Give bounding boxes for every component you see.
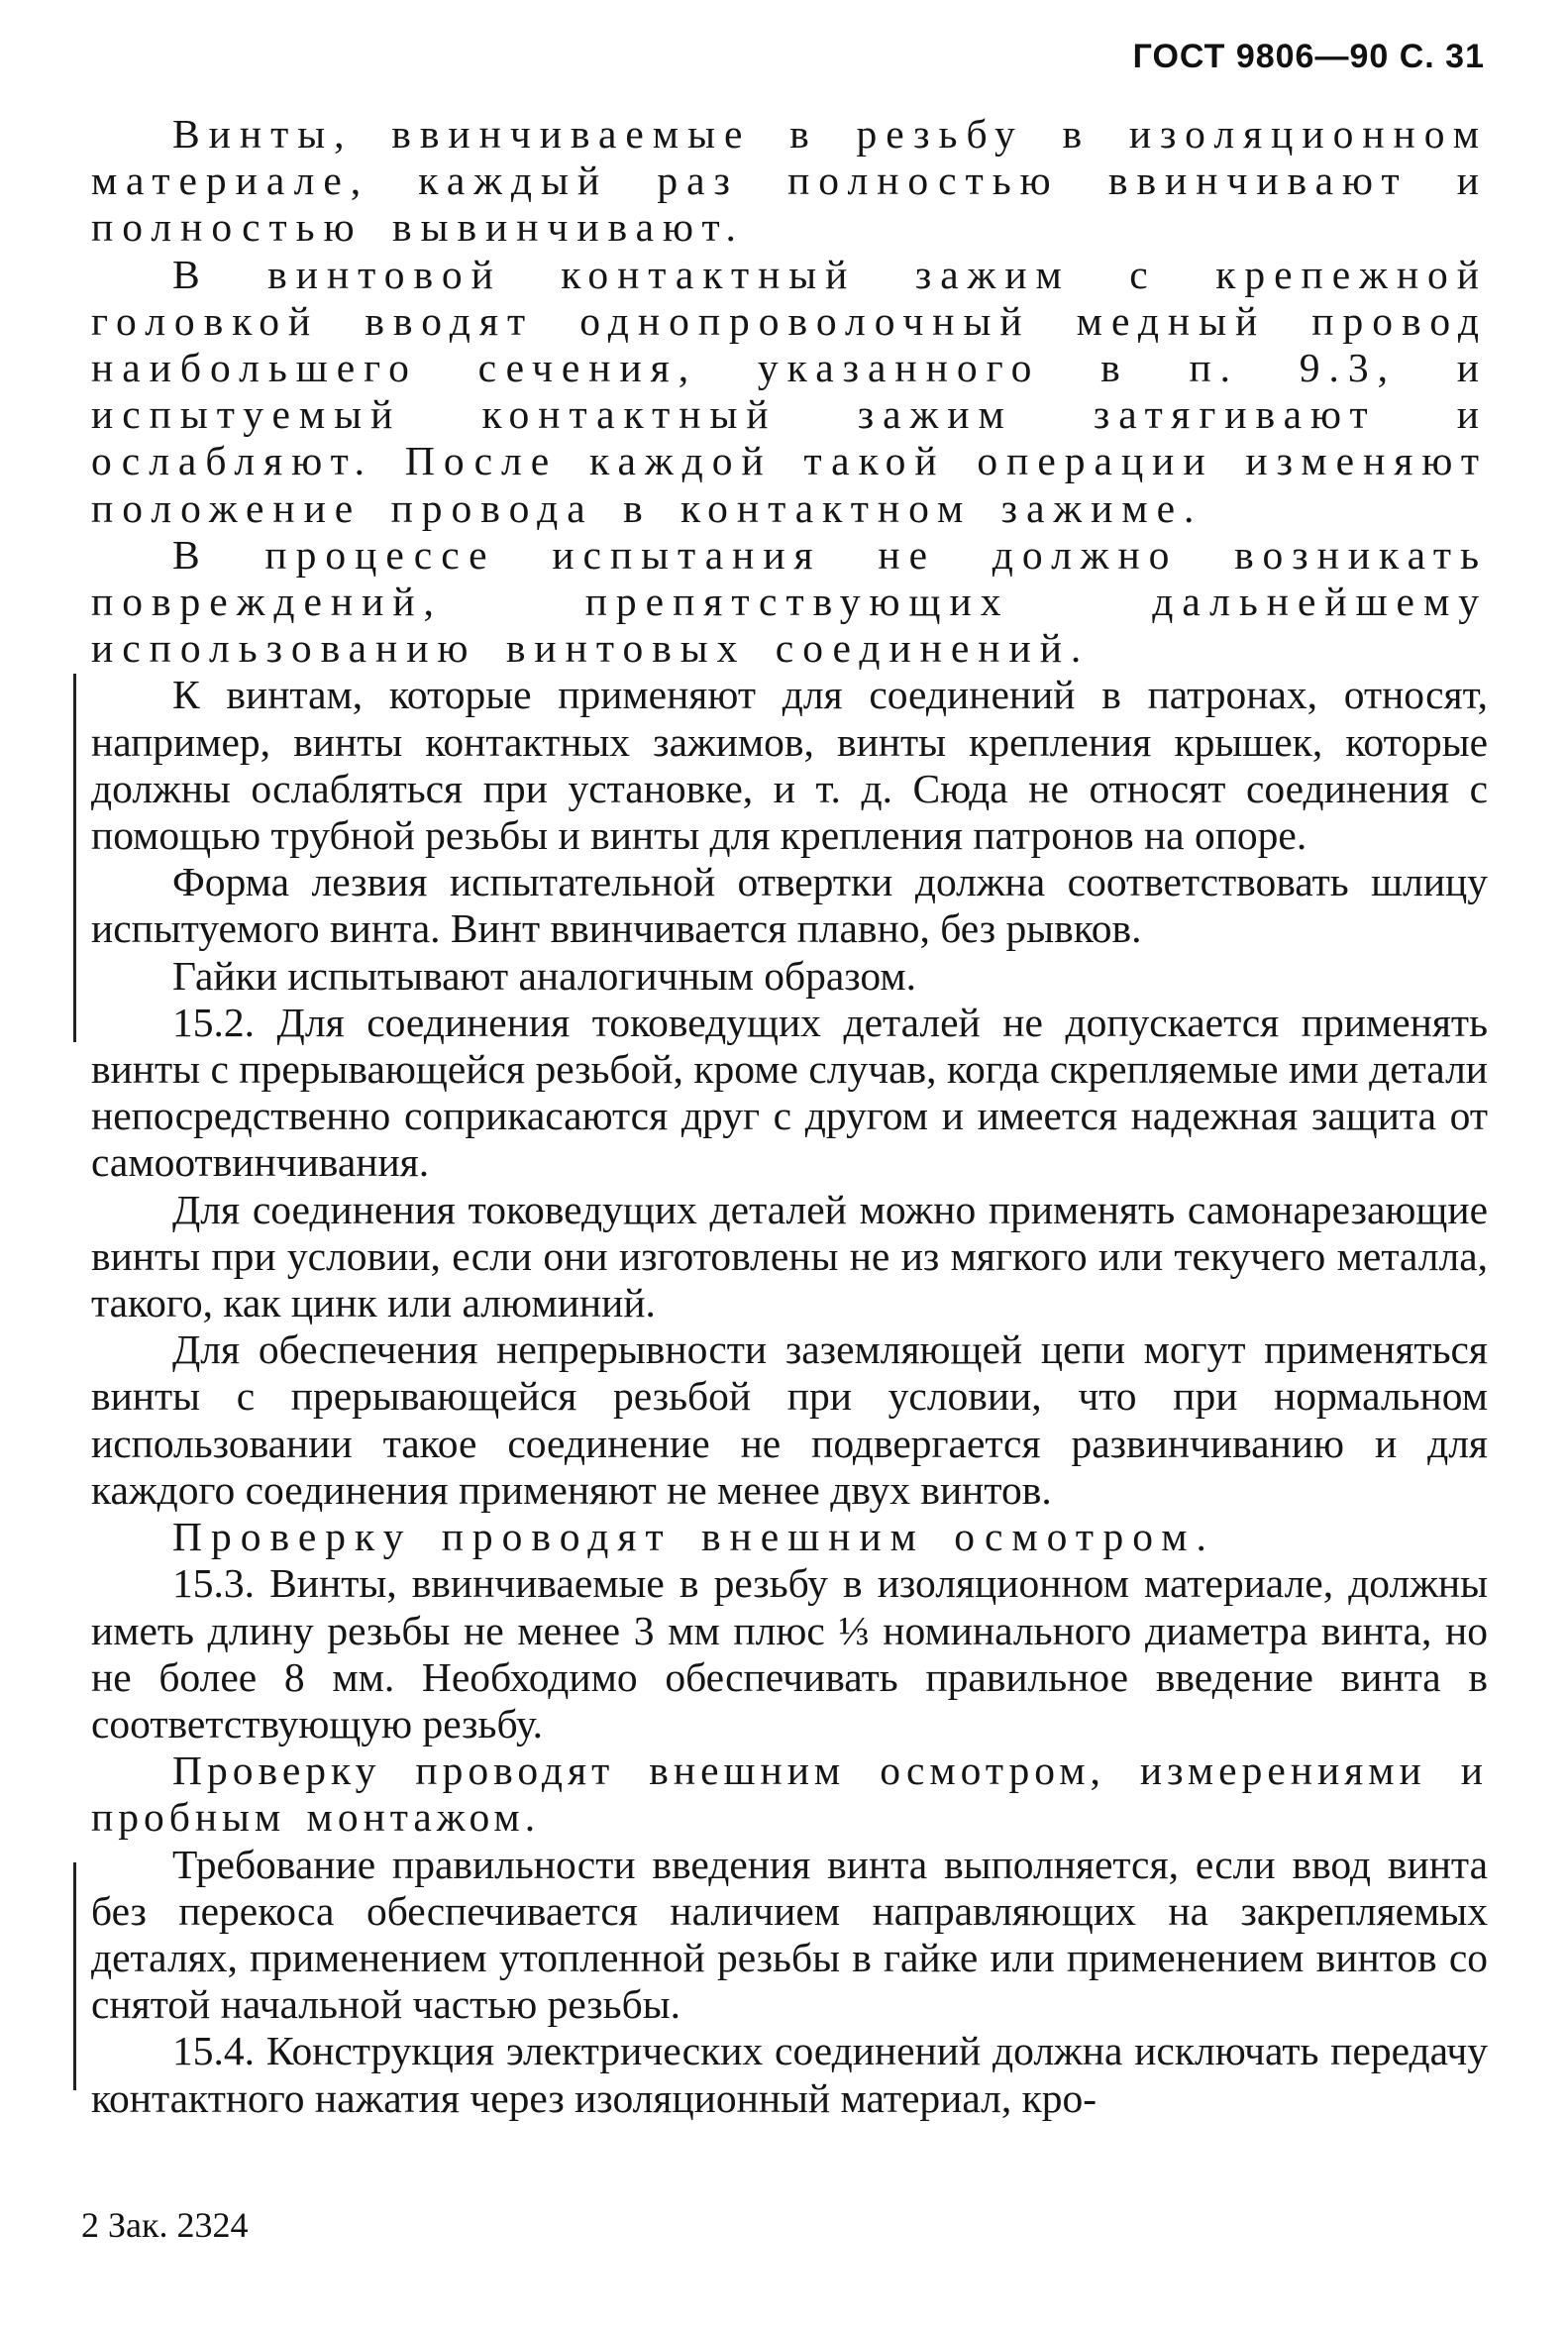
paragraph: Для соединения токоведущих деталей можно применять самонарезающие винты при условии, если они изготовлены не из мягкого или текучего металла, такого, как цинк или алюминий. xyxy=(91,1186,1488,1326)
paragraph: Проверку проводят внешним осмотром. xyxy=(172,1514,1215,1560)
paragraph: 15.4. Конструкция электрических соединений должна исключать передачу контактного нажатия через изоляционный материал, кро- xyxy=(91,2028,1488,2121)
page-header: ГОСТ 9806—90 С. 31 xyxy=(1132,38,1485,75)
paragraph: К винтам, которые применяют для соединений в патронах, относят, например, винты контактных зажимов, винты крепления крышек, которые должны ослабляться при установке, и т. д. Сюда не относят соединения с помощью трубной резьбы и винты для крепления патронов на опоре. xyxy=(91,672,1488,859)
paragraph: Для обеспечения непрерывности заземляющей цепи могут применяться винты с прерывающейся резьбой при условии, что при нормальном использовании такое соединение не подвергается развинчиванию и для каждого соединения применяют не менее двух винтов. xyxy=(91,1326,1488,1513)
paragraph: В процессе испытания не должно возникать повреждений, препятствующих дальнейшему использованию винтовых соединений. xyxy=(91,531,1488,672)
paragraph: 15.3. Винты, ввинчиваемые в резьбу в изоляционном материале, должны иметь длину резьбы не менее 3 мм плюс ⅓ номинального диаметра винта, но не более 8 мм. Необходимо обеспечивать правильное введение винта в соответствующую резьбу. xyxy=(91,1560,1488,1747)
body-text xyxy=(91,111,1488,2122)
paragraph: 15.2. Для соединения токоведущих деталей не допускается применять винты с прерывающейся резьбой, кроме случав, когда скрепляемые ими детали непосредственно соприкасаются друг с другом и имеется надежная защита от самоотвинчивания. xyxy=(91,999,1488,1186)
paragraph: Винты, ввинчиваемые в резьбу в изоляционном материале, каждый раз полностью ввинчивают и полностью вывинчивают. xyxy=(91,111,1488,251)
page-footer: 2 Зак. 2324 xyxy=(81,2205,249,2245)
paragraph: В винтовой контактный зажим с крепежной головкой вводят однопроволочный медный провод наибольшего сечения, указанного в п. 9.3, и испытуемый контактный зажим затягивают и ослабляют. После каждой такой операции изменяют положение провода в контактном зажиме. xyxy=(91,251,1488,531)
paragraph: Требование правильности введения винта выполняется, если ввод винта без перекоса обеспечивается наличием направляющих на закрепляемых деталях, применением утопленной резьбы в гайке или применением винтов со снятой начальной частью резьбы. xyxy=(91,1841,1488,2028)
paragraph: Проверку проводят внешним осмотром, измерениями и пробным монтажом. xyxy=(91,1748,1488,1841)
revision-margin-bar xyxy=(73,1862,76,2090)
revision-margin-bar xyxy=(73,674,76,1042)
paragraph: Гайки испытывают аналогичным образом. xyxy=(172,952,916,999)
paragraph: Форма лезвия испытательной отвертки должна соответствовать шлицу испытуемого винта. Винт ввинчивается плавно, без рывков. xyxy=(91,859,1488,952)
